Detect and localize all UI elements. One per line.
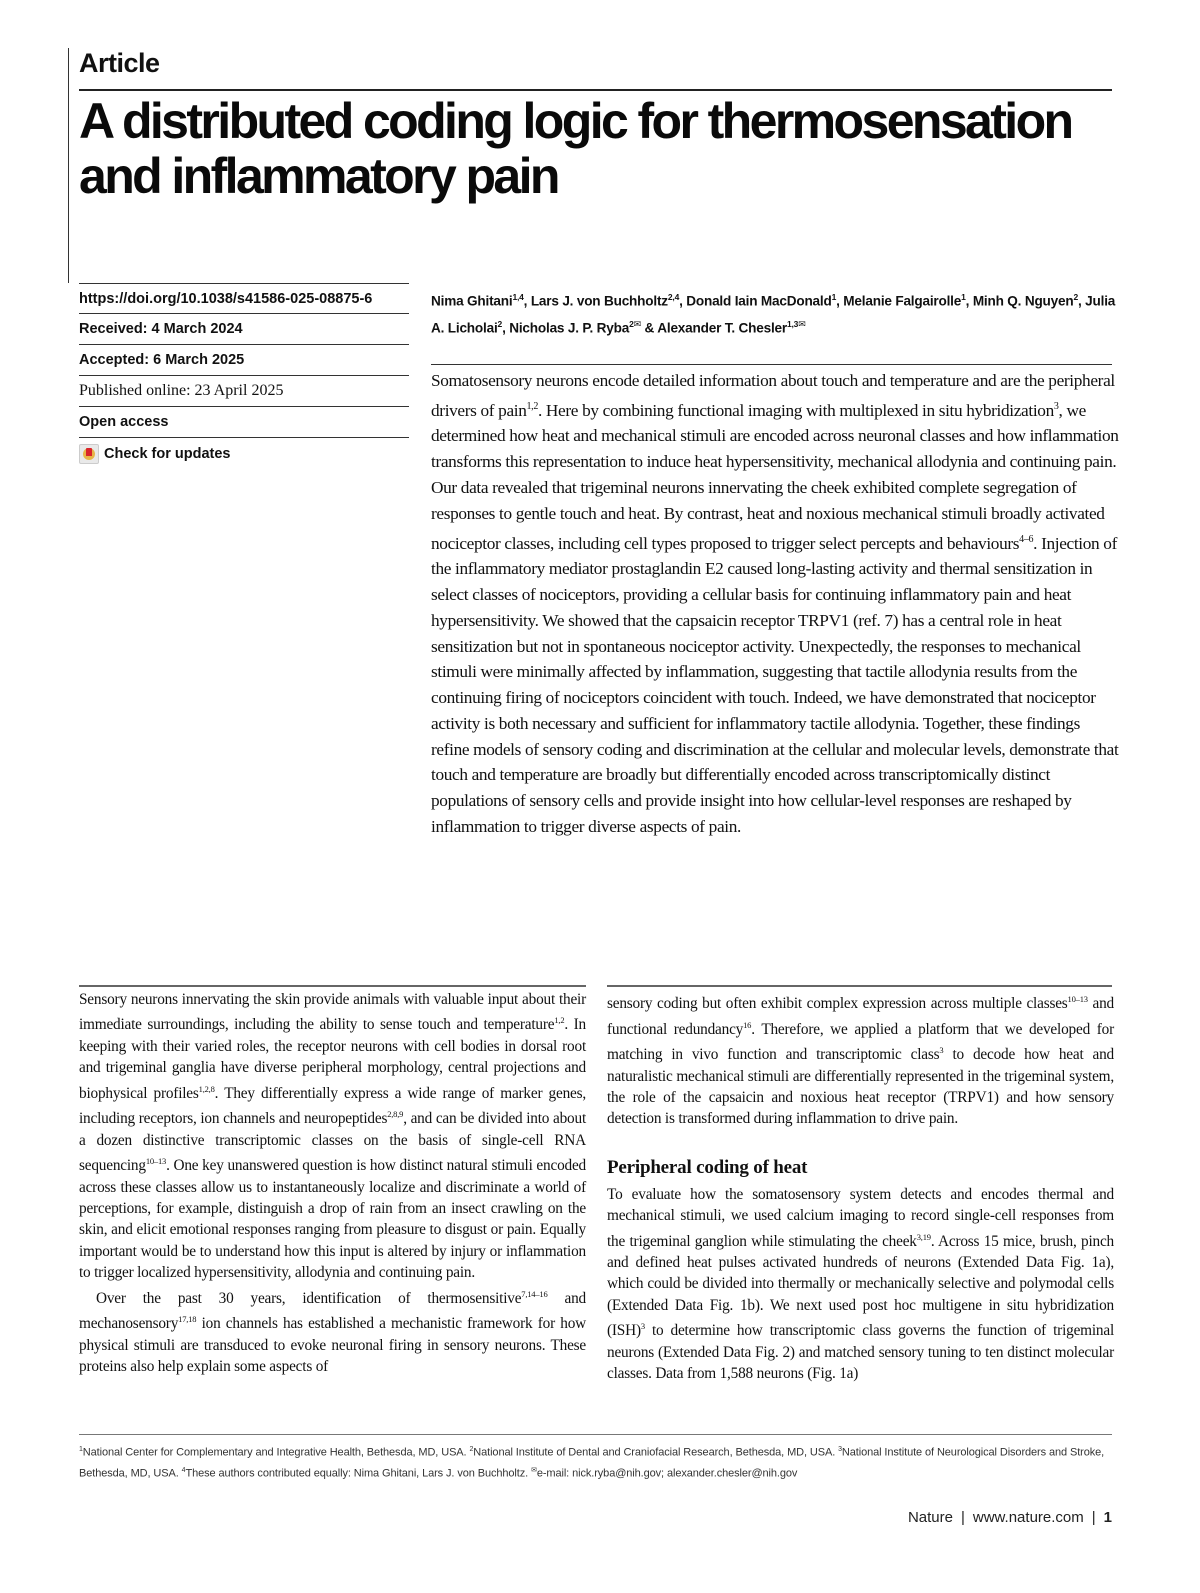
citation[interactable]: 4–6 (1019, 533, 1034, 545)
author-list: Nima Ghitani$^{1,4}$, Lars J. von Buchholtz$^{2,4}$, Donald Iain MacDonald$^1$, Melanie Falgairolle$^1$, Minh Q. Nguyen$^2$, Julia A. Licholai$^2$, Nicholas J. P. Ryba$^{2✉}$ & Alexander T. Chesler$^{1,3✉}$ (431, 292, 1116, 336)
crossmark-icon (79, 444, 99, 464)
right-column-rule (607, 985, 1112, 987)
body-column-right (607, 989, 1114, 1385)
mail-icon: ✉ (531, 1466, 537, 1474)
journal-name: Nature (907, 1509, 953, 1526)
citation[interactable]: 10–13 (1067, 994, 1088, 1004)
author-affiliation: 1 (831, 292, 837, 302)
body-paragraph: To evaluate how the somatosensory system detects and encodes thermal and mechanical stimuli, we used calcium imaging to record single-cell responses from the trigeminal ganglion while stimulating the cheek$^{3,19}$. Across 15 mice, brush, pinch and defined heat pulses activated hundreds of neurons (Extended Data Fig. 1a), which could be divided into thermally or mechanically selective and polymodal cells (Extended Data Fig. 1b). We next used post hoc multigene in situ hybridization (ISH)$^3$ to determine how transcriptomic class governs the function of trigeminal neurons (Extended Data Fig. 2) and matched sensory tuning to ten distinct molecular classes. Data from 1,588 neurons (Fig. 1a) (607, 1185, 1114, 1383)
author-name[interactable]: Melanie Falgairolle (843, 293, 962, 309)
article-metadata (79, 283, 409, 469)
author-affiliation: 1,4 (512, 292, 524, 302)
body-paragraph: Sensory neurons innervating the skin provide animals with valuable input about their immediate surroundings, including the ability to sense touch and temperature$^{1,2}$. In keeping with their varied roles, the receptor neurons with cell bodies in dorsal root and trigeminal ganglia have diverse peripheral morphology, central projections and biophysical profiles$^{1,2,8}$. They differentially express a wide range of marker genes, including receptors, ion channels and neuropeptides$^{2,8,9}$, and can be divided into about a dozen distinctive transcriptomic classes on the basis of single-cell RNA sequencing$^{10-13}$. One key unanswered question is how distinct natural stimuli encoded across these classes allow us to instantaneously localize and discriminate a world of perceptions, for example, distinguish a drop of rain from an insect crawling on the skin, and elicit emotional responses ranging from pleasure to disgust or pain. Equally important would be to understand how this input is altered by injury or inflammation to trigger localized hypersensitivity, allodynia and continuing pain. (79, 991, 587, 1282)
page-number: 1 (1103, 1509, 1112, 1526)
body-paragraph: Over the past 30 years, identification of thermosensitive$^{7,14-16}$ and mechanosensory$^{17,18}$ ion channels has established a mechanistic framework for how physical stimuli are transduced to evoke neuronal firing in sensory neurons. These proteins also help explain some aspects of (79, 1288, 586, 1376)
body-column-left (79, 989, 586, 1377)
journal-website-link[interactable]: www.nature.com (972, 1509, 1084, 1526)
citation[interactable]: 16 (743, 1019, 752, 1030)
open-access-label: Open access (79, 407, 409, 438)
author-name[interactable]: Julia A. Licholai (431, 293, 1116, 336)
author-name[interactable]: Alexander T. Chesler (657, 320, 787, 336)
author-affiliation: 2 (497, 318, 503, 329)
citation[interactable]: 7,14–16 (521, 1288, 548, 1299)
footnote-divider (79, 1434, 1112, 1435)
author-name[interactable]: Donald Iain MacDonald (686, 293, 832, 309)
header-divider (79, 89, 1112, 91)
mail-icon[interactable]: ✉ (633, 318, 641, 329)
author-affiliation: 2 (1073, 292, 1079, 302)
citation[interactable]: 3 (939, 1045, 944, 1055)
accepted-date: Accepted: 6 March 2025 (79, 345, 409, 376)
citation[interactable]: 1,2,8 (198, 1083, 215, 1094)
page-footer: Nature | www.nature.com | 1 (907, 1509, 1112, 1526)
author-affiliation: 2✉ (629, 318, 641, 329)
affiliations-footnote: $^1$National Center for Complementary and Integrative Health, Bethesda, MD, USA. $^2$National Institute of Dental and Craniofacial Research, Bethesda, MD, USA. $^3$National Institute of Neurological Disorders and Stroke, Bethesda, MD, USA. $^4$These authors contributed equally: Nima Ghitani, Lars J. von Buchholtz. ✉e-mail: nick.ryba@nih.gov; alexander.chesler@nih.gov (79, 1446, 1105, 1480)
citation[interactable]: 2,8,9 (387, 1109, 404, 1120)
author-name[interactable]: Lars J. von Buchholtz (530, 293, 668, 309)
citation[interactable]: 17,18 (178, 1314, 197, 1325)
citation[interactable]: 3 (640, 1321, 645, 1332)
check-for-updates-button[interactable] (79, 438, 409, 469)
article-type-label: Article (79, 48, 160, 78)
author-name[interactable]: Nicholas J. P. Ryba (509, 320, 630, 336)
article-title: A distributed coding logic for thermosensation and inflammatory pain (79, 93, 1072, 204)
citation[interactable]: 10–13 (145, 1156, 167, 1167)
check-for-updates-label: Check for updates (104, 445, 231, 462)
author-name[interactable]: Nima Ghitani (431, 293, 513, 309)
section-heading: Peripheral coding of heat (607, 1156, 808, 1178)
citation[interactable]: 3 (1053, 400, 1059, 412)
citation[interactable]: 3,19 (916, 1231, 931, 1242)
body-paragraph: sensory coding but often exhibit complex expression across multiple classes$^{10-13}$ and functional redundancy$^{16}$. Therefore, we applied a platform that we developed for matching in vivo function and transcriptomic class$^3$ to decode how heat and naturalistic mechanical stimuli are differentially represented in the trigeminal system, the role of the capsaicin and noxious heat receptor (TRPV1) and how sensory detection is transformed during inflammation to drive pain. (607, 994, 1114, 1128)
author-name[interactable]: Minh Q. Nguyen (972, 293, 1074, 309)
left-margin-rule (68, 48, 69, 283)
published-date: Published online: 23 April 2025 (79, 376, 409, 407)
received-date: Received: 4 March 2024 (79, 314, 409, 345)
author-affiliation: 1,3✉ (786, 318, 806, 329)
doi-link[interactable]: https://doi.org/10.1038/s41586-025-08875-6 (79, 283, 409, 314)
abstract-divider (431, 364, 1112, 365)
citation[interactable]: 1,2 (526, 400, 538, 412)
email-links[interactable]: e-mail: nick.ryba@nih.gov; alexander.chesler@nih.gov (536, 1467, 798, 1480)
abstract: Somatosensory neurons encode detailed information about touch and temperature and are the peripheral drivers of pain$^{1,2}$. Here by combining functional imaging with multiplexed in situ hybridization$^3$, we determined how heat and mechanical stimuli are encoded across neuronal classes and how inflammation transforms this representation to induce heat hypersensitivity, mechanical allodynia and continuing pain. Our data revealed that trigeminal neurons innervating the cheek exhibited complete segregation of responses to gentle touch and heat. By contrast, heat and noxious mechanical stimuli broadly activated nociceptor classes, including cell types proposed to trigger select percepts and behaviours$^{4-6}$. Injection of the inflammatory mediator prostaglandin E2 caused long-lasting activity and thermal sensitization in select classes of nociceptors, providing a cellular basis for continuing inflammatory pain and heat hypersensitivity. We showed that the capsaicin receptor TRPV1 (ref. 7) has a central role in heat sensitization but not in spontaneous nociceptor activity. Unexpectedly, the responses to mechanical stimuli were minimally affected by inflammation, suggesting that tactile allodynia results from the continuing firing of nociceptors coincident with touch. Indeed, we have demonstrated that nociceptor activity is both necessary and sufficient for inflammatory tactile allodynia. Together, these findings refine models of sensory coding and discrimination at the cellular and molecular levels, demonstrate that touch and temperature are broadly but differentially encoded across transcriptomically distinct populations of sensory cells and provide insight into how cellular-level responses are reshaped by inflammation to trigger diverse aspects of pain. (431, 371, 1119, 837)
citation[interactable]: 1,2 (554, 1015, 565, 1026)
left-column-rule (79, 985, 586, 987)
mail-icon[interactable]: ✉ (798, 318, 806, 329)
author-affiliation: 2,4 (667, 292, 680, 302)
author-affiliation: 1 (961, 292, 966, 302)
